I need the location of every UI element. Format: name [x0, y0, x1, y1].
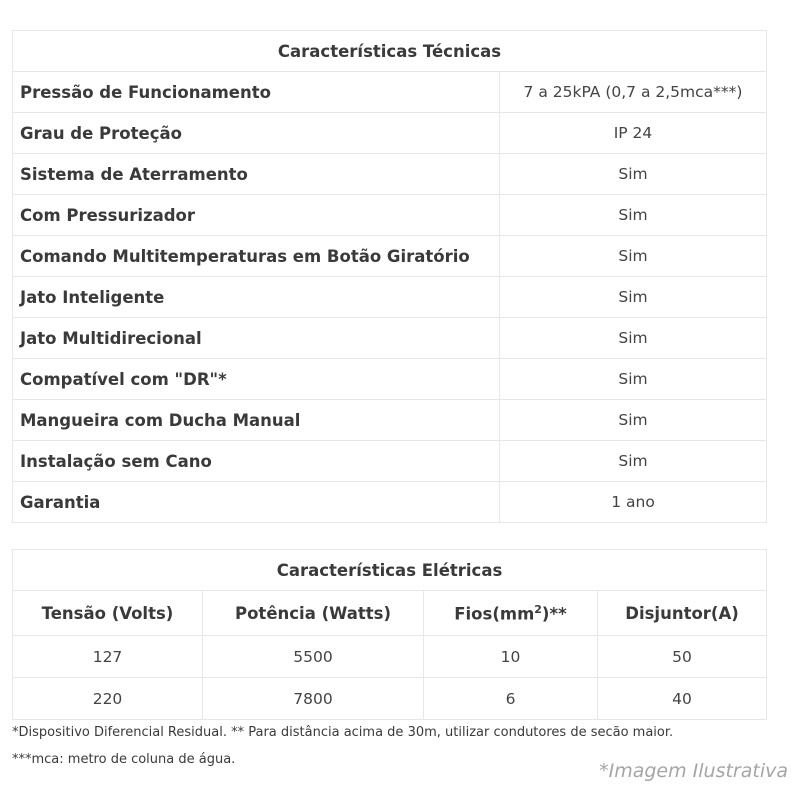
table-row: [13, 441, 767, 482]
table-row: [13, 195, 767, 236]
spec-label: Compatível com "DR"*: [13, 359, 500, 400]
column-header-power: Potência (Watts): [203, 591, 424, 636]
spec-label: Jato Multidirecional: [13, 318, 500, 359]
wires-header-superscript: 2: [534, 602, 542, 616]
table-row: [13, 678, 767, 720]
column-header-breaker: Disjuntor(A): [598, 591, 767, 636]
wires-header-prefix: Fios(mm: [454, 604, 535, 624]
spec-value: Sim: [500, 195, 767, 236]
spec-label: Jato Inteligente: [13, 277, 500, 318]
voltage-cell: 220: [13, 678, 203, 720]
wires-header-suffix: )**: [541, 604, 567, 624]
table-header-row: [13, 591, 767, 636]
technical-specs-title: Características Técnicas: [13, 31, 767, 72]
spec-value: 7 a 25kPA (0,7 a 2,5mca***): [500, 72, 767, 113]
footnote-dr-and-wire-section: *Dispositivo Diferencial Residual. ** Para distância acima de 30m, utilizar condutores de secão maior.: [12, 725, 674, 740]
illustrative-image-note: *Imagem Ilustrativa: [599, 760, 788, 782]
wires-cell: 10: [424, 636, 598, 678]
electrical-specs-title: Características Elétricas: [13, 550, 767, 591]
table-row: [13, 400, 767, 441]
spec-value: Sim: [500, 318, 767, 359]
column-header-wires: [424, 591, 598, 636]
table-row: [13, 154, 767, 195]
power-cell: 5500: [203, 636, 424, 678]
table-title-row: [13, 31, 767, 72]
table-row: [13, 113, 767, 154]
spec-label: Comando Multitemperaturas em Botão Giratório: [13, 236, 500, 277]
voltage-cell: 127: [13, 636, 203, 678]
spec-label: Sistema de Aterramento: [13, 154, 500, 195]
table-row: [13, 318, 767, 359]
breaker-cell: 50: [598, 636, 767, 678]
power-cell: 7800: [203, 678, 424, 720]
table-row: [13, 277, 767, 318]
spec-value: IP 24: [500, 113, 767, 154]
table-title-row: [13, 550, 767, 591]
spec-value: Sim: [500, 400, 767, 441]
spec-label: Grau de Proteção: [13, 113, 500, 154]
electrical-specs-table: [12, 549, 767, 720]
table-row: [13, 359, 767, 400]
column-header-voltage: Tensão (Volts): [13, 591, 203, 636]
wires-cell: 6: [424, 678, 598, 720]
spec-value: Sim: [500, 236, 767, 277]
spec-value: Sim: [500, 441, 767, 482]
spec-value: 1 ano: [500, 482, 767, 523]
spec-label: Com Pressurizador: [13, 195, 500, 236]
spec-value: Sim: [500, 154, 767, 195]
breaker-cell: 40: [598, 678, 767, 720]
spec-value: Sim: [500, 359, 767, 400]
table-row: [13, 72, 767, 113]
spec-label: Instalação sem Cano: [13, 441, 500, 482]
footnote-mca: ***mca: metro de coluna de água.: [12, 752, 236, 767]
spec-label: Garantia: [13, 482, 500, 523]
spec-label: Pressão de Funcionamento: [13, 72, 500, 113]
table-row: [13, 236, 767, 277]
spec-value: Sim: [500, 277, 767, 318]
table-row: [13, 636, 767, 678]
table-row: [13, 482, 767, 523]
technical-specs-table: [12, 30, 767, 523]
spec-label: Mangueira com Ducha Manual: [13, 400, 500, 441]
